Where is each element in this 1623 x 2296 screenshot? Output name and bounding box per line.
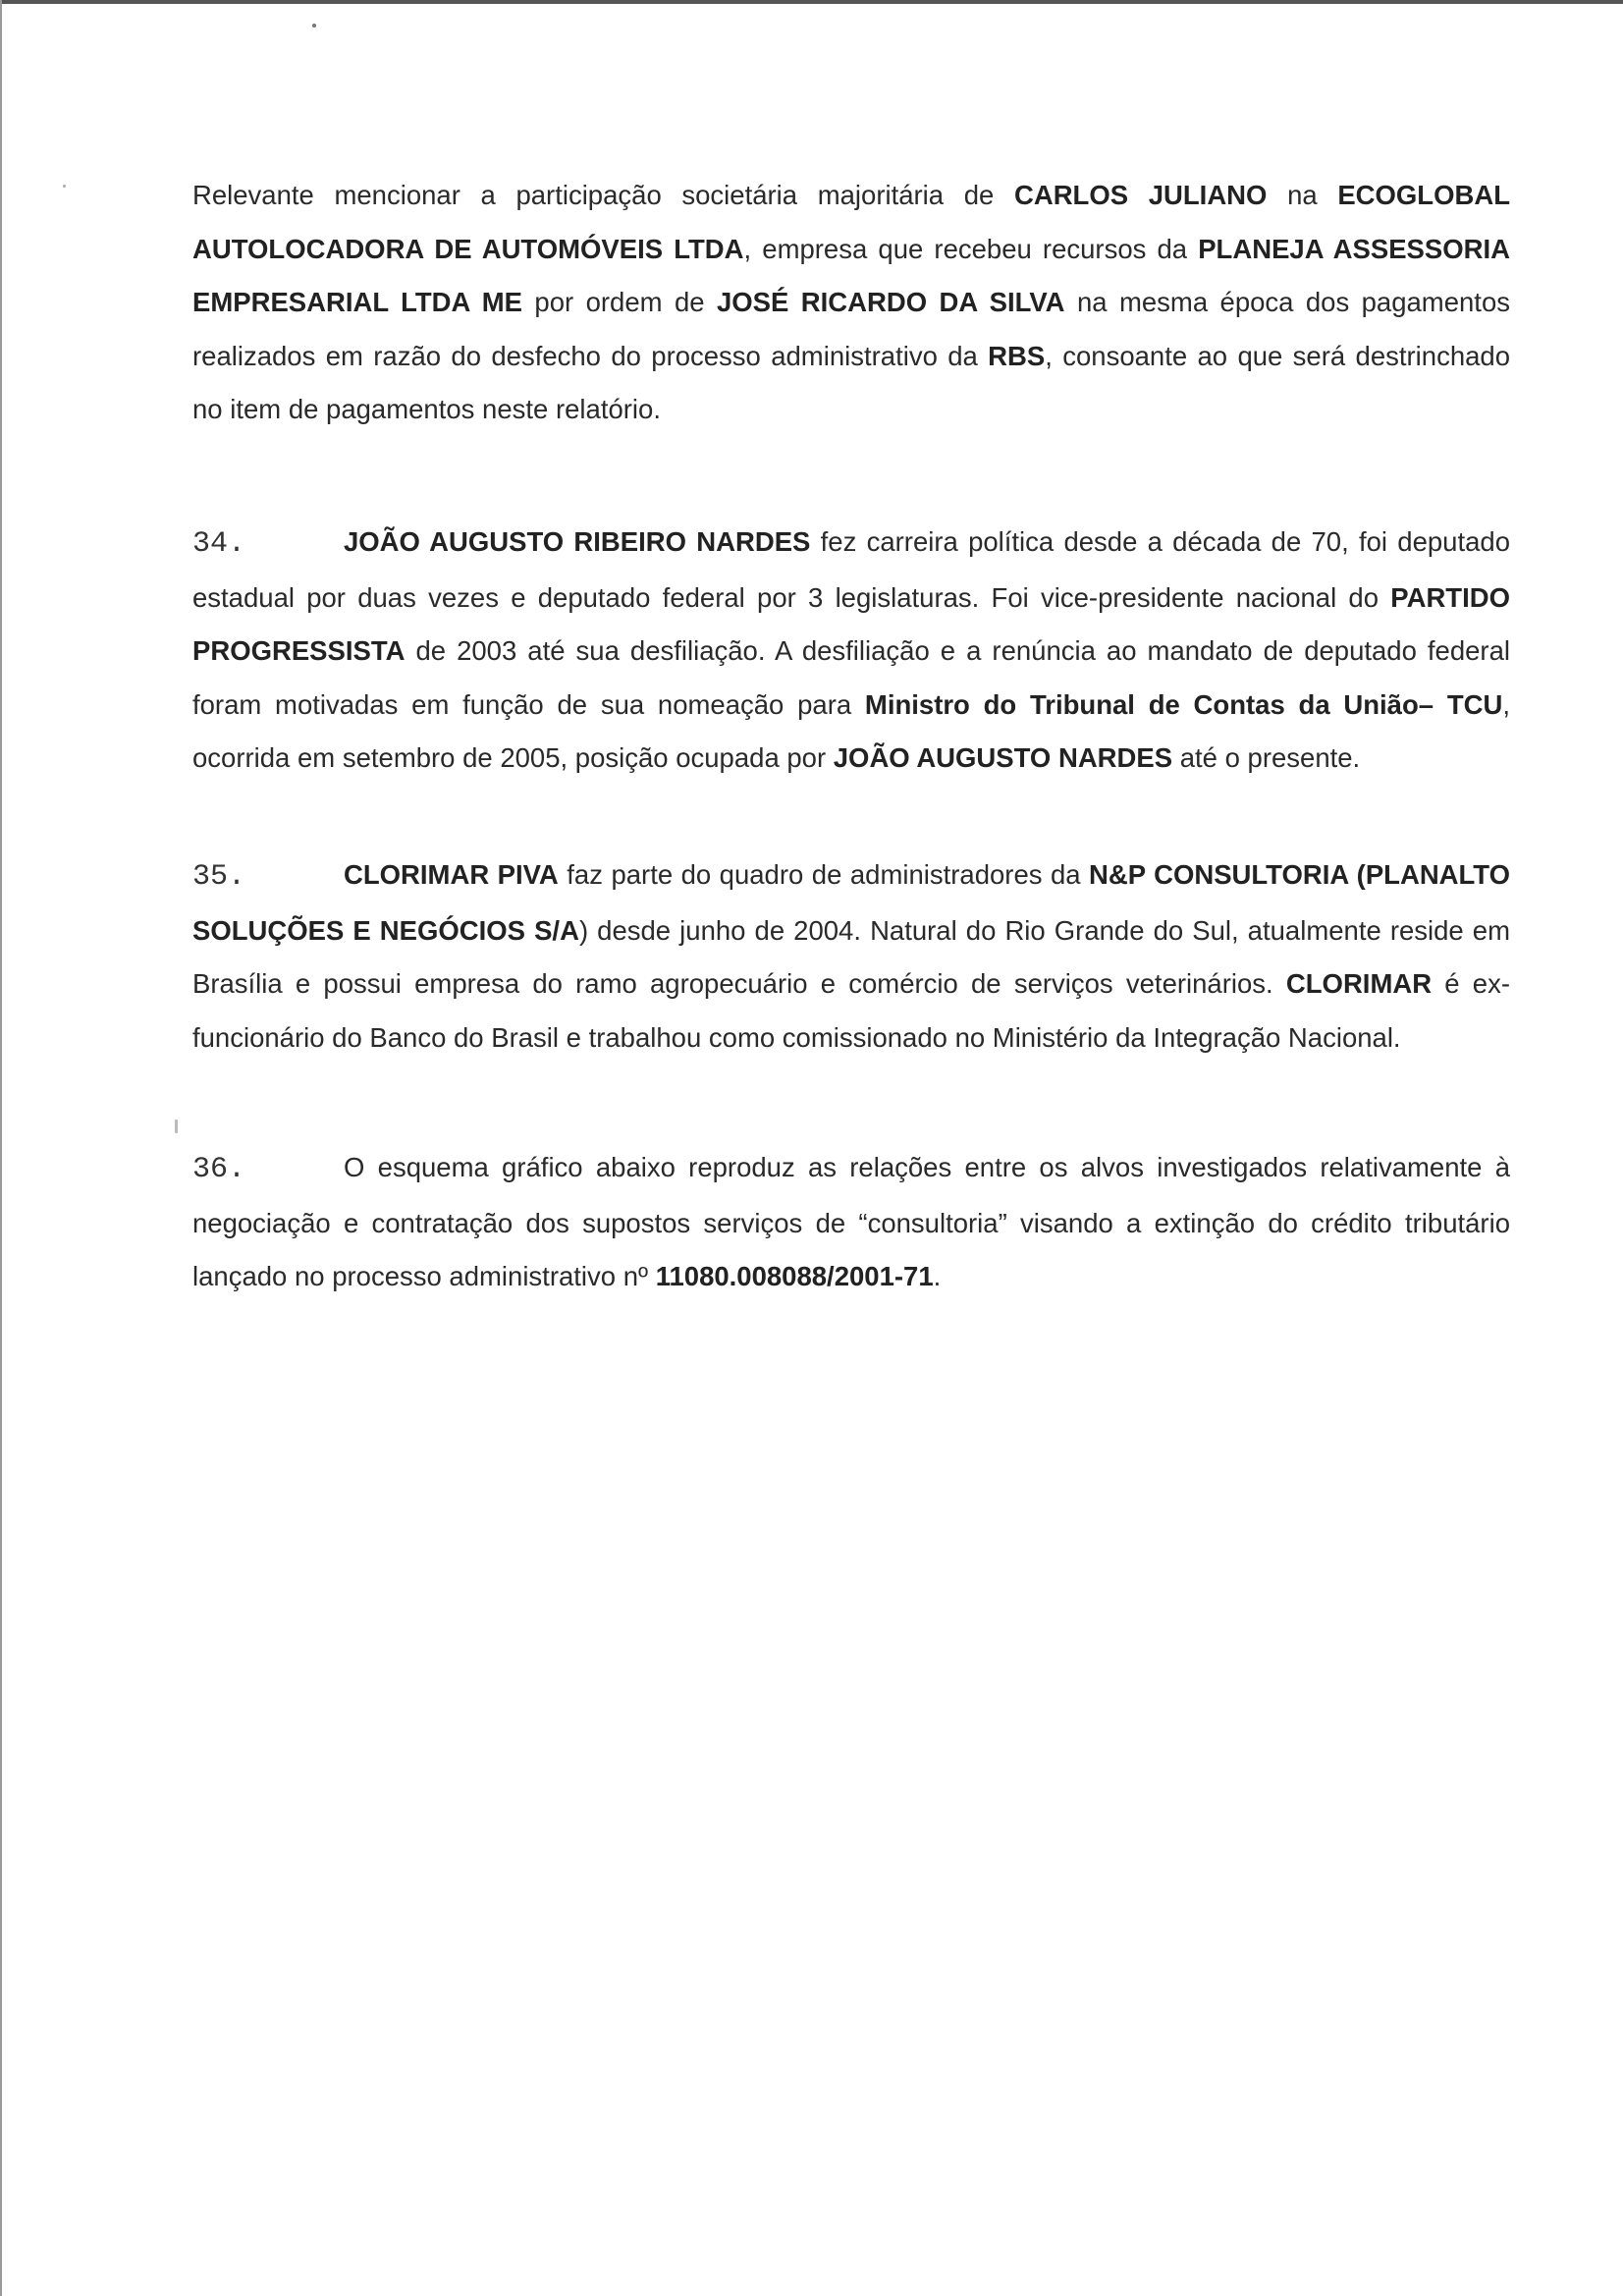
bold-text: PARTIDO PROGRESSISTA	[192, 581, 1510, 666]
paragraph-36	[192, 1141, 1510, 1304]
scan-speck	[312, 24, 316, 27]
paragraph-35	[192, 848, 1510, 1065]
paragraph-number: 36.	[192, 1153, 246, 1186]
bold-text: CLORIMAR	[1285, 968, 1433, 999]
bold-text: CLORIMAR PIVA	[344, 859, 559, 890]
text-run: , consoante ao que será destrinchado no item de pagamentos neste relatório.	[192, 340, 1510, 424]
bold-text: PLANEJA ASSESSORIA EMPRESARIAL LTDA ME	[192, 233, 1510, 317]
paragraph-text	[192, 526, 1510, 773]
paragraph-number: 34.	[192, 527, 246, 561]
scan-left-edge	[0, 0, 2, 2296]
text-run: fez carreira política desde a década de 70, foi deputado estadual por duas vezes e deputado federal por 3 legislaturas. Foi vice-presidente nacional do	[192, 526, 1510, 613]
text-run: .	[933, 1261, 942, 1291]
paragraph-33	[192, 169, 1510, 437]
text-run: ) desde junho de 2004. Natural do Rio Grande do Sul, atualmente reside em Brasília e possui empresa do ramo agropecuário e comércio de serviços veterinários.	[192, 914, 1510, 999]
text-run: faz parte do quadro de administradores da	[558, 859, 1090, 890]
bold-text: CARLOS JULIANO	[1013, 180, 1268, 210]
text-run: na mesma época dos pagamentos realizados em razão do desfecho do processo administrativo da	[192, 287, 1510, 371]
text-run: O esquema gráfico abaixo reproduz as relações entre os alvos investigados relativamente à negociação e contratação dos supostos serviços de “consultoria” visando a extinção do crédito tributário lançado no processo administrativo nº	[192, 1152, 1510, 1291]
paragraph-text	[192, 859, 1510, 1053]
bold-text: 11080.008088/2001-71	[655, 1261, 934, 1291]
bold-text: RBS	[988, 340, 1046, 371]
paragraph-number: 35.	[192, 860, 246, 894]
text-run: de 2003 até sua desfiliação. A desfiliação e a renúncia ao mandato de deputado federal foram motivadas em função de sua nomeação para	[192, 635, 1510, 720]
paragraph-34	[192, 516, 1510, 786]
scan-speck	[175, 1120, 178, 1133]
text-run: na	[1267, 180, 1338, 210]
bold-text: JOÃO AUGUSTO RIBEIRO NARDES	[344, 526, 811, 557]
text-run: , ocorrida em setembro de 2005, posição ocupada por	[192, 688, 1510, 773]
text-run: Relevante mencionar a participação societária majoritária de	[192, 180, 1014, 210]
bold-text: ECOGLOBAL AUTOLOCADORA DE AUTOMÓVEIS LTDA	[192, 180, 1511, 264]
text-run: é ex-funcionário do Banco do Brasil e trabalhou como comissionado no Ministério da Integração Nacional.	[192, 968, 1511, 1053]
paragraph-text	[192, 1152, 1510, 1291]
bold-text: JOÃO AUGUSTO NARDES	[833, 742, 1173, 773]
scan-top-edge	[0, 0, 1623, 4]
text-run: até o presente.	[1172, 742, 1361, 773]
bold-text: JOSÉ RICARDO DA SILVA	[716, 287, 1065, 317]
scan-speck	[63, 185, 66, 188]
text-run: , empresa que recebeu recursos da	[743, 233, 1199, 264]
bold-text: N&P CONSULTORIA (PLANALTO SOLUÇÕES E NEGÓCIOS S/A	[192, 859, 1510, 946]
bold-text: Ministro do Tribunal de Contas da União– TCU	[864, 688, 1503, 720]
text-run: por ordem de	[522, 287, 717, 317]
